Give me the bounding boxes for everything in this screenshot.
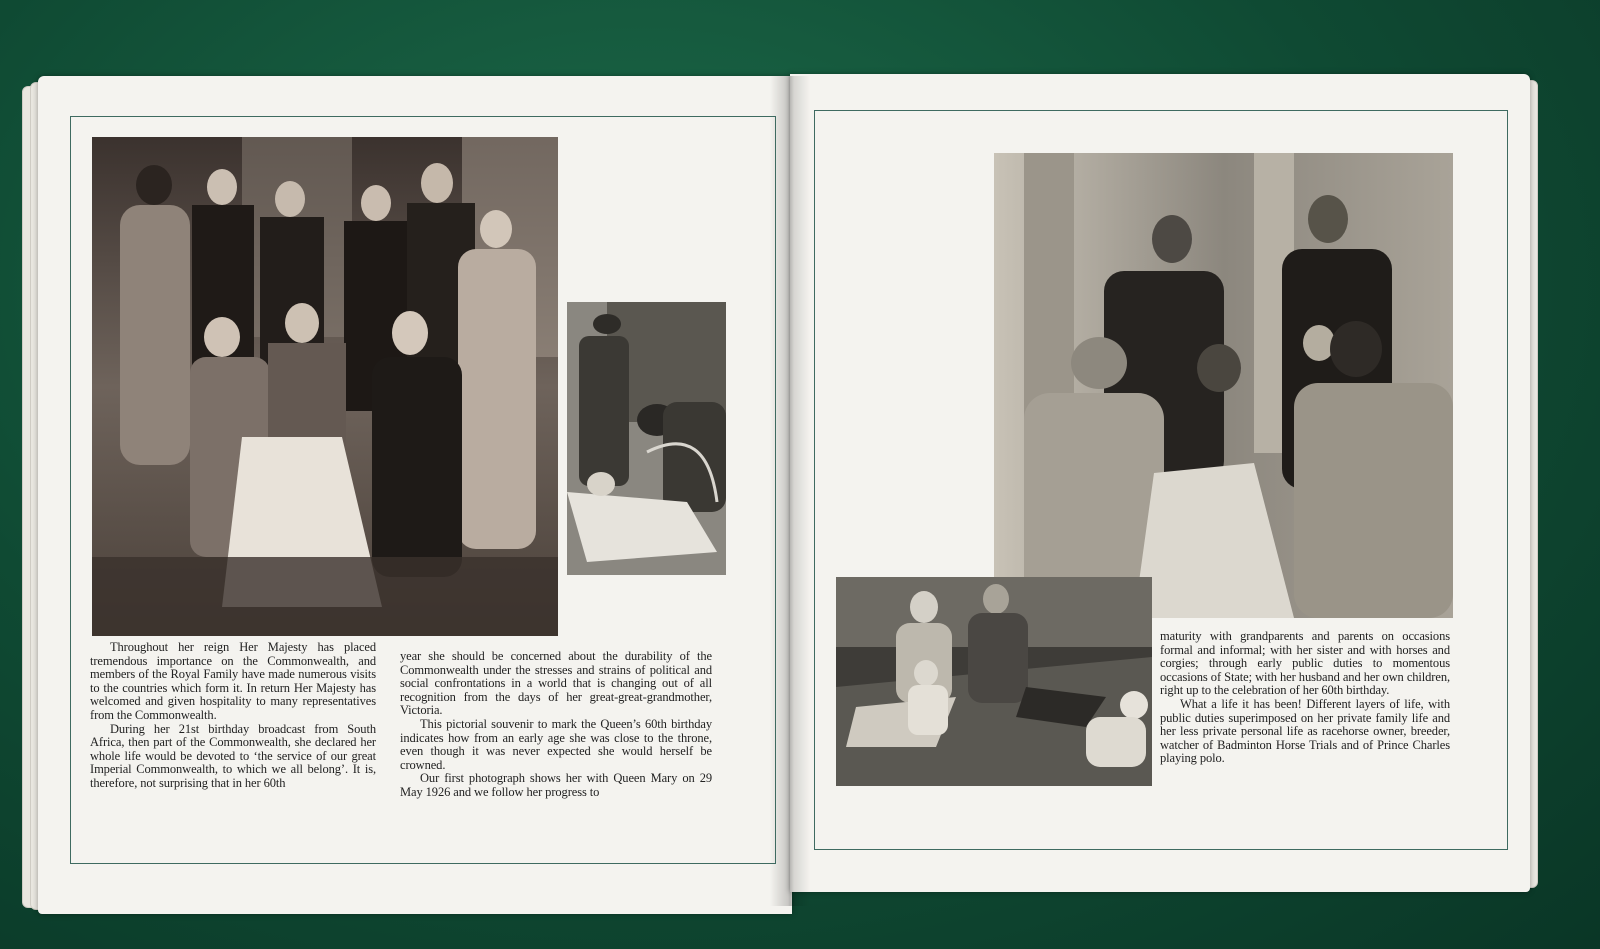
right-paragraph-2: What a life it has been! Different layers of life, with public duties superimposed on her private family life and her less private personal life as racehorse owner, breeder, watcher of Badminton Horse Trials and of Prince Charles playing polo. [1160,696,1450,766]
photo-christening-seated-image [994,153,1453,618]
left-text-column-1 [90,641,376,791]
photo-christening-group-image [92,137,558,636]
right-paragraph-1: maturity with grandparents and parents on occasions formal and informal; with her sister and with horses and corgies; through early public duties to momentous occasions of State; with her husband and her own children, right up to the celebration of her 60th birthday. [1160,629,1450,698]
left-text-column-2 [400,650,712,800]
book-gutter [770,76,810,906]
photo-christening-seated [994,153,1453,618]
left-col1-paragraph-2: During her 21st birthday broadcast from South Africa, then part of the Commonwealth, she declared her whole life would be devoted to ‘the service of our great Imperial Commonwealth, to which we all belong’. It is, therefore, not surprising that in her 60th [90,721,376,790]
photo-pram-scene-image [567,302,726,575]
photo-garden-family-image [836,577,1152,786]
left-col2-paragraph-1: year she should be concerned about the durability of the Commonwealth under the stresses and strains of political and social confrontations in a world that is changing out of all recognition from the days of her great-great-grandmother, Victoria. [400,649,712,718]
photo-garden-family [836,577,1152,786]
right-text-column [1160,630,1450,766]
photo-christening-group [92,137,558,636]
photo-pram-scene [567,302,726,575]
left-col2-paragraph-2: This pictorial souvenir to mark the Queen’s 60th birthday indicates how from an early age she was close to the throne, even though it was never expected she would herself be crowned. [400,716,712,772]
left-col2-paragraph-3: Our first photograph shows her with Queen Mary on 29 May 1926 and we follow her progress to [400,771,712,799]
left-col1-paragraph-1: Throughout her reign Her Majesty has placed tremendous importance on the Commonwealth, and members of the Royal Family have made numerous visits to the countries which form it. In return Her Majesty has welcomed and given hospitality to many representatives from the Commonwealth. [90,640,376,722]
